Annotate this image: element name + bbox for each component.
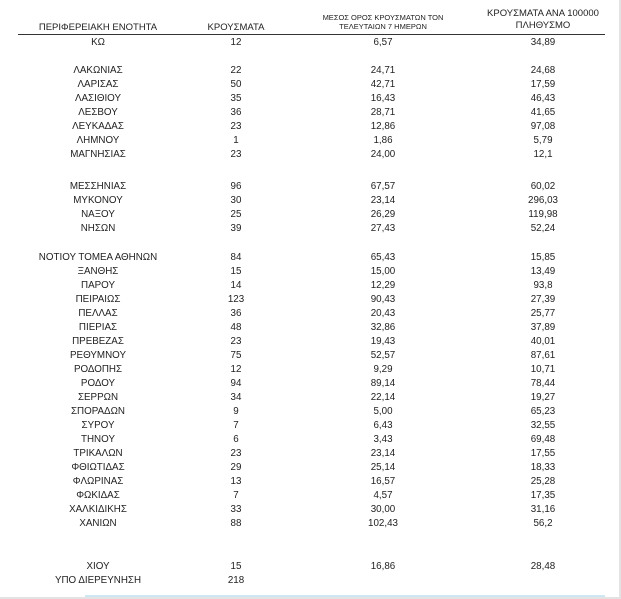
per-100k-cell: 25,77 (530, 308, 556, 319)
avg-cell: 19,43 (370, 336, 396, 347)
per-100k-cell: 5,79 (533, 135, 553, 146)
region-cell: ΝΑΞΟΥ (81, 209, 115, 220)
table-row (0, 461, 621, 474)
cases-cell: 23 (230, 336, 242, 347)
per-100k-cell: 78,44 (530, 378, 556, 389)
per-100k-cell: 60,02 (530, 181, 556, 192)
region-cell: ΠΙΕΡΙΑΣ (78, 322, 118, 333)
table-row (0, 377, 621, 390)
cases-cell: 84 (230, 252, 242, 263)
table-row (0, 363, 621, 376)
cases-cell: 12 (230, 37, 242, 48)
per-100k-cell: 17,35 (530, 490, 556, 501)
avg-cell: 28,71 (370, 107, 396, 118)
region-cell: ΡΟΔΟΠΗΣ (73, 364, 123, 375)
region-cell: ΤΗΝΟΥ (81, 434, 115, 445)
per-100k-cell: 93,8 (533, 280, 553, 291)
region-cell: ΛΕΣΒΟΥ (78, 107, 118, 118)
avg-cell: 42,71 (370, 79, 396, 90)
region-cell: ΛΗΜΝΟΥ (76, 135, 120, 146)
avg-cell: 12,29 (370, 280, 396, 291)
cases-cell: 94 (230, 378, 242, 389)
table-row (0, 251, 621, 264)
avg-cell: 16,86 (370, 561, 396, 572)
region-cell: ΝΟΤΙΟΥ ΤΟΜΕΑ ΑΘΗΝΩΝ (38, 252, 158, 263)
header-region: ΠΕΡΙΦΕΡΕΙΑΚΗ ΕΝΟΤΗΤΑ (38, 22, 158, 33)
per-100k-cell: 46,43 (530, 93, 556, 104)
per-100k-cell: 17,59 (530, 79, 556, 90)
avg-cell: 30,00 (370, 504, 396, 515)
table-row (0, 433, 621, 446)
table-row (0, 148, 621, 161)
avg-cell: 89,14 (370, 378, 396, 389)
region-cell: ΣΕΡΡΩΝ (77, 392, 119, 403)
per-100k-cell: 19,27 (530, 392, 556, 403)
table-row (0, 78, 621, 91)
cases-cell: 48 (230, 322, 242, 333)
region-cell: ΣΠΟΡΑΔΩΝ (70, 406, 126, 417)
table-row (0, 293, 621, 306)
table-row (0, 517, 621, 530)
region-cell: ΜΑΓΝΗΣΙΑΣ (70, 149, 126, 160)
per-100k-cell: 27,39 (530, 294, 556, 305)
per-100k-cell: 25,28 (530, 476, 556, 487)
region-cell: ΦΩΚΙΔΑΣ (76, 490, 120, 501)
cases-cell: 6 (233, 434, 239, 445)
per-100k-cell: 40,01 (530, 336, 556, 347)
region-cell: ΡΕΘΥΜΝΟΥ (70, 350, 126, 361)
table-row (0, 92, 621, 105)
avg-cell: 24,00 (370, 149, 396, 160)
table-row (0, 194, 621, 207)
region-cell: ΦΛΩΡΙΝΑΣ (72, 476, 124, 487)
region-cell: ΣΥΡΟΥ (81, 420, 115, 431)
avg-cell: 15,00 (370, 266, 396, 277)
cases-cell: 35 (230, 93, 242, 104)
avg-cell: 27,43 (370, 223, 396, 234)
avg-cell: 102,43 (368, 518, 398, 529)
region-cell: ΛΑΡΙΣΑΣ (77, 79, 119, 90)
region-cell: ΧΑΝΙΩΝ (79, 518, 117, 529)
cases-cell: 30 (230, 195, 242, 206)
table-row (0, 419, 621, 432)
per-100k-cell: 52,24 (530, 223, 556, 234)
avg-cell: 9,29 (373, 364, 393, 375)
table-row (0, 349, 621, 362)
table-row (0, 335, 621, 348)
avg-cell: 52,57 (370, 350, 396, 361)
cases-cell: 14 (230, 280, 242, 291)
cases-cell: 36 (230, 107, 242, 118)
cases-cell: 123 (227, 294, 245, 305)
cases-cell: 7 (233, 490, 239, 501)
table-row (0, 307, 621, 320)
per-100k-cell: 17,55 (530, 448, 556, 459)
per-100k-cell: 69,48 (530, 434, 556, 445)
cases-cell: 23 (230, 121, 242, 132)
cases-cell: 33 (230, 504, 242, 515)
cases-cell: 1 (233, 135, 239, 146)
per-100k-cell: 56,2 (533, 518, 553, 529)
per-100k-cell: 24,68 (530, 65, 556, 76)
per-100k-cell: 13,49 (530, 266, 556, 277)
cases-cell: 34 (230, 392, 242, 403)
table-row (0, 574, 621, 587)
region-cell: ΜΕΣΣΗΝΙΑΣ (69, 181, 127, 192)
region-cell: ΜΥΚΟΝΟΥ (73, 195, 123, 206)
region-cell: ΧΙΟΥ (86, 561, 110, 572)
per-100k-cell: 65,23 (530, 406, 556, 417)
region-cell: ΦΘΙΩΤΙΔΑΣ (71, 462, 125, 473)
table-row (0, 503, 621, 516)
table-row (0, 265, 621, 278)
cases-cell: 88 (230, 518, 242, 529)
per-100k-cell: 15,85 (530, 252, 556, 263)
region-cell: ΛΑΣΙΘΙΟΥ (74, 93, 122, 104)
table-row (0, 134, 621, 147)
cases-cell: 218 (227, 575, 245, 586)
avg-cell: 67,57 (370, 181, 396, 192)
avg-cell: 26,29 (370, 209, 396, 220)
cases-cell: 7 (233, 420, 239, 431)
region-cell: ΠΕΙΡΑΙΩΣ (75, 294, 121, 305)
avg-cell: 90,43 (370, 294, 396, 305)
table-row (0, 64, 621, 77)
region-cell: ΠΕΛΛΑΣ (78, 308, 118, 319)
per-100k-cell: 97,08 (530, 121, 556, 132)
cases-cell: 39 (230, 223, 242, 234)
cases-cell: 29 (230, 462, 242, 473)
cases-cell: 50 (230, 79, 242, 90)
cases-cell: 15 (230, 561, 242, 572)
avg-cell: 16,57 (370, 476, 396, 487)
cases-cell: 23 (230, 448, 242, 459)
table-row (0, 405, 621, 418)
avg-cell: 4,57 (373, 490, 393, 501)
bottom-edge (85, 595, 605, 597)
cases-cell: 22 (230, 65, 242, 76)
per-100k-cell: 31,16 (530, 504, 556, 515)
avg-cell: 20,43 (370, 308, 396, 319)
per-100k-cell: 12,1 (533, 149, 553, 160)
cases-cell: 36 (230, 308, 242, 319)
header-per-line1: ΚΡΟΥΣΜΑΤΑ ΑΝΑ 100000 (487, 8, 599, 19)
table-row (0, 489, 621, 502)
per-100k-cell: 37,89 (530, 322, 556, 333)
region-cell: ΥΠΟ ΔΙΕΡΕΥΝΗΣΗ (54, 575, 142, 586)
avg-cell: 12,86 (370, 121, 396, 132)
table-row (0, 560, 621, 573)
cases-cell: 9 (233, 406, 239, 417)
region-cell: ΠΡΕΒΕΖΑΣ (72, 336, 124, 347)
per-100k-cell: 28,48 (530, 561, 556, 572)
avg-cell: 65,43 (370, 252, 396, 263)
region-cell: ΛΑΚΩΝΙΑΣ (73, 65, 123, 76)
avg-cell: 6,57 (373, 37, 393, 48)
cases-cell: 13 (230, 476, 242, 487)
cases-cell: 23 (230, 149, 242, 160)
table-row (0, 279, 621, 292)
region-cell: ΝΗΣΩΝ (80, 223, 116, 234)
table-row (0, 180, 621, 193)
per-100k-cell: 87,61 (530, 350, 556, 361)
table-row (0, 36, 621, 49)
avg-cell: 32,86 (370, 322, 396, 333)
table-row (0, 447, 621, 460)
per-100k-cell: 119,98 (528, 209, 558, 220)
per-100k-cell: 41,65 (530, 107, 556, 118)
avg-cell: 24,71 (370, 65, 396, 76)
table-row (0, 120, 621, 133)
header-per-line2: ΠΛΗΘΥΣΜΟ (515, 20, 571, 31)
avg-cell: 22,14 (370, 392, 396, 403)
header-avg-line1: ΜΕΣΟΣ ΟΡΟΣ ΚΡΟΥΣΜΑΤΩΝ ΤΟΝ (322, 13, 444, 22)
cases-cell: 25 (230, 209, 242, 220)
cases-cell: 15 (230, 266, 242, 277)
table-row (0, 391, 621, 404)
region-cell: ΞΑΝΘΗΣ (77, 266, 119, 277)
avg-cell: 5,00 (373, 406, 393, 417)
table-row (0, 222, 621, 235)
region-cell: ΡΟΔΟΥ (80, 378, 116, 389)
table-row (0, 106, 621, 119)
header-avg-line2: ΤΕΛΕΥΤΑΙΩΝ 7 ΗΜΕΡΩΝ (339, 22, 427, 31)
per-100k-cell: 34,89 (530, 37, 556, 48)
table-row (0, 208, 621, 221)
header-cases: ΚΡΟΥΣΜΑΤΑ (207, 22, 265, 33)
avg-cell: 23,14 (370, 195, 396, 206)
per-100k-cell: 10,71 (530, 364, 556, 375)
cases-cell: 96 (230, 181, 242, 192)
cases-cell: 12 (230, 364, 242, 375)
avg-cell: 6,43 (373, 420, 393, 431)
region-cell: ΛΕΥΚΑΔΑΣ (72, 121, 124, 132)
cases-cell: 75 (230, 350, 242, 361)
avg-cell: 3,43 (373, 434, 393, 445)
table-row (0, 321, 621, 334)
avg-cell: 16,43 (370, 93, 396, 104)
per-100k-cell: 296,03 (528, 195, 558, 206)
region-cell: ΧΑΛΚΙΔΙΚΗΣ (69, 504, 127, 515)
avg-cell: 25,14 (370, 462, 396, 473)
avg-cell: 23,14 (370, 448, 396, 459)
region-cell: ΤΡΙΚΑΛΩΝ (73, 448, 123, 459)
per-100k-cell: 18,33 (530, 462, 556, 473)
per-100k-cell: 32,55 (530, 420, 556, 431)
region-cell: ΚΩ (91, 37, 105, 48)
table-row (0, 475, 621, 488)
avg-cell: 1,86 (373, 135, 393, 146)
region-cell: ΠΑΡΟΥ (81, 280, 115, 291)
